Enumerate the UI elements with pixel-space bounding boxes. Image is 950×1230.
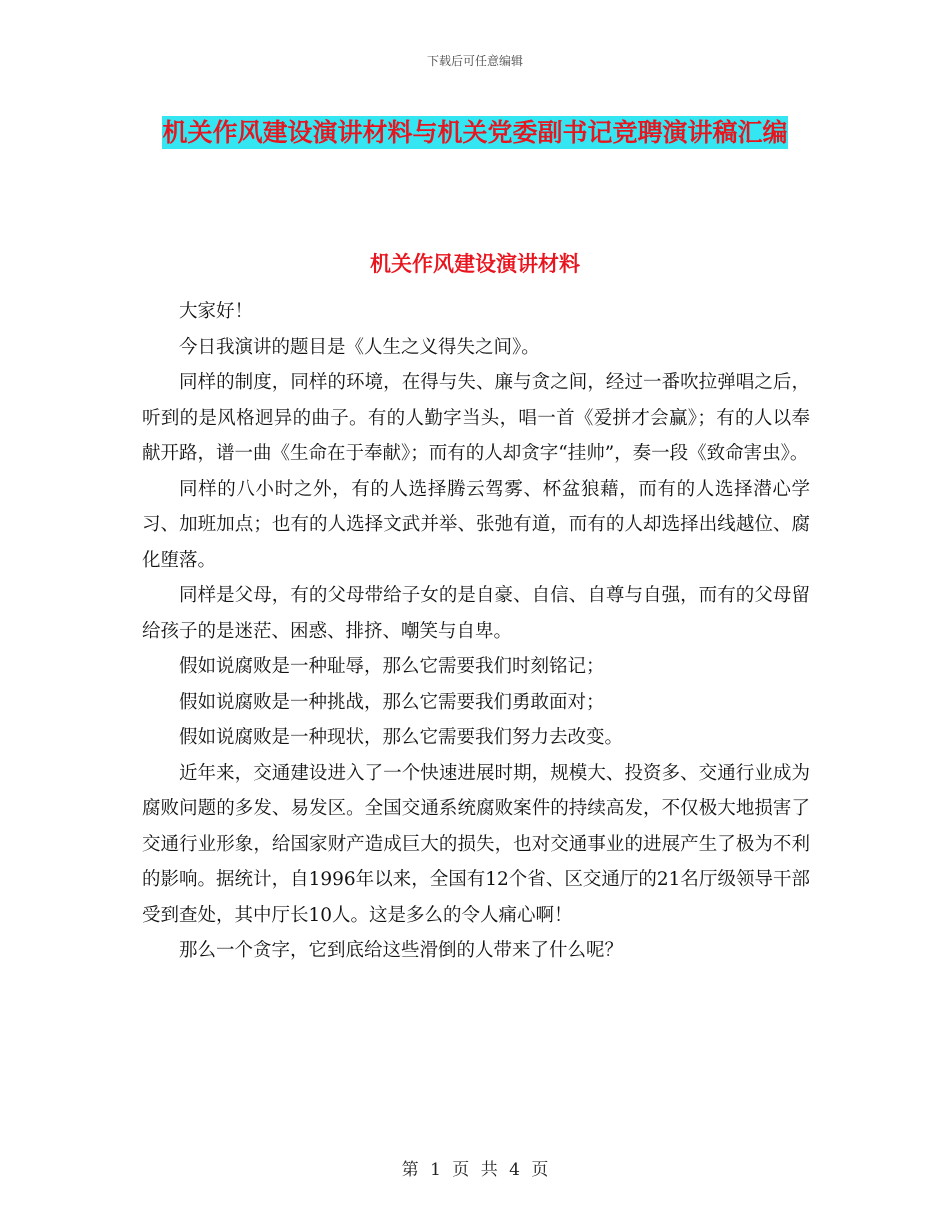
page-footer: 第 1 页 共 4 页: [401, 1160, 549, 1180]
paragraph: 假如说腐败是一种现状，那么它需要我们努力去改变。: [179, 727, 624, 748]
paragraph: 今日我演讲的题目是《人生之义得失之间》。: [179, 336, 540, 358]
paragraph: 近年来，交通建设进入了一个快速进展时期，规模大、投资多、交通行业成为腐败问题的多发、易发区。全国交通系统腐败案件的持续高发，不仅极大地损害了交通行业形象，给国家财产造成巨大的损失，也对交通事业的进展产生了极为不利的影响。据统计，自1996年以来，全国有12个省、区交通厅的21名厅级领导干部受到查处，其中厅长10人。这是多么的令人痛心啊！: [142, 762, 810, 926]
body-text: [142, 294, 810, 969]
paragraph: 那么一个贪字，它到底给这些滑倒的人带来了什么呢？: [179, 940, 624, 961]
main-title-text: 机关作风建设演讲材料与机关党委副书记竞聘演讲稿汇编: [162, 118, 788, 147]
main-title: [140, 110, 810, 155]
paragraph: 同样是父母，有的父母带给子女的是自豪、自信、自尊与自强，而有的父母留给孩子的是迷茫、困惑、排挤、嘲笑与自卑。: [142, 585, 810, 642]
paragraph: 同样的八小时之外，有的人选择腾云驾雾、杯盆狼藉，而有的人选择潜心学习、加班加点；也有的人选择文武并举、张弛有道，而有的人却选择出线越位、腐化堕落。: [142, 478, 810, 571]
paragraph: 假如说腐败是一种挑战，那么它需要我们勇敢面对；: [179, 691, 605, 713]
header-note: 下载后可任意编辑: [426, 54, 523, 68]
paragraph: 同样的制度，同样的环境，在得与失、廉与贪之间，经过一番吹拉弹唱之后，听到的是风格迥异的曲子。有的人勤字当头，唱一首《爱拼才会赢》；有的人以奉献开路，谱一曲《生命在于奉献》；而有的人却贪字“挂帅”，奏一段《致命害虫》。: [142, 372, 810, 464]
paragraph: 假如说腐败是一种耻辱，那么它需要我们时刻铭记；: [179, 656, 605, 677]
paragraph: 大家好！: [179, 301, 254, 322]
section-title: 机关作风建设演讲材料: [370, 252, 580, 276]
